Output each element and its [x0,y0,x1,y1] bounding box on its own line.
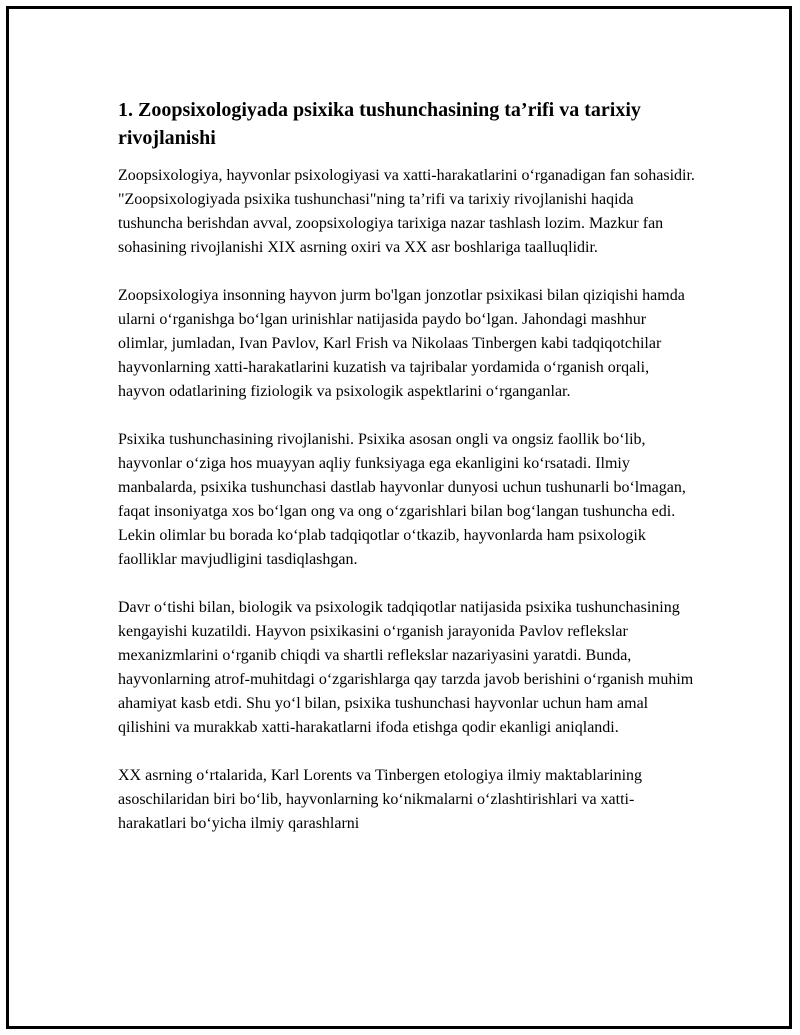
paragraph-origins: Zoopsixologiya insonning hayvon jurm bo'lgan jonzotlar psixikasi bilan qiziqishi hamda ularni o‘rganishga bo‘lgan urinishlar natijasida paydo bo‘lgan. Jahondagi mashhur olimlar, jumladan, Ivan Pavlov, Karl Frish va Nikolaas Tinbergen kabi tadqiqotchilar hayvonlarning xatti-harakatlarini kuzatish va tajribalar yordamida o‘rganish orqali, hayvon odatlarining fiziologik va psixologik aspektlarini o‘rganganlar. [118,287,685,400]
document-body [118,96,698,860]
paragraph-ethology: XX asrning o‘rtalarida, Karl Lorents va Tinbergen etologiya ilmiy maktablarining asoschilaridan biri bo‘lib, hayvonlarning ko‘nikmalarni o‘zlashtirishlari va xatti-harakatlari bo‘yicha ilmiy qarashlarni [118,767,643,832]
paragraph-intro: Zoopsixologiya, hayvonlar psixologiyasi va xatti-harakatlarini o‘rganadigan fan sohasidir. "Zoopsixologiyada psixika tushunchasi"ning ta’rifi va tarixiy rivojlanishi haqida tushuncha berishdan avval, zoopsixologiya tarixiga nazar tashlash lozim. Mazkur fan sohasining rivojlanishi XIX asrning oxiri va XX asr boshlariga taalluqlidir. [118,167,695,256]
section-heading: 1. Zoopsixologiyada psixika tushunchasining ta’rifi va tarixiy rivojlanishi [118,99,641,149]
paragraph-pavlov: Davr o‘tishi bilan, biologik va psixologik tadqiqotlar natijasida psixika tushunchasining kengayishi kuzatildi. Hayvon psixikasini o‘rganish jarayonida Pavlov reflekslar mexanizmlarini o‘rganib chiqdi va shartli reflekslar nazariyasini yaratdi. Bunda, hayvonlarning atrof-muhitdagi o‘zgarishlarga qay tarzda javob berishini o‘rganish muhim ahamiyat kasb etdi. Shu yo‘l bilan, psixika tushunchasi hayvonlar uchun ham amal qilishini va murakkab xatti-harakatlarni ifoda etishga qodir ekanligi aniqlandi. [118,599,694,736]
paragraph-psyche-development: Psixika tushunchasining rivojlanishi. Psixika asosan ongli va ongsiz faollik bo‘lib, hayvonlar o‘ziga hos muayyan aqliy funksiyaga ega ekanligini ko‘rsatadi. Ilmiy manbalarda, psixika tushunchasi dastlab hayvonlar dunyosi uchun tushunarli bo‘lmagan, faqat insoniyatga xos bo‘lgan ong va ong o‘zgarishlari bilan bog‘langan tushuncha edi. Lekin olimlar bu borada ko‘plab tadqiqotlar o‘tkazib, hayvonlarda ham psixologik faolliklar mavjudligini tasdiqlashgan. [118,431,686,568]
